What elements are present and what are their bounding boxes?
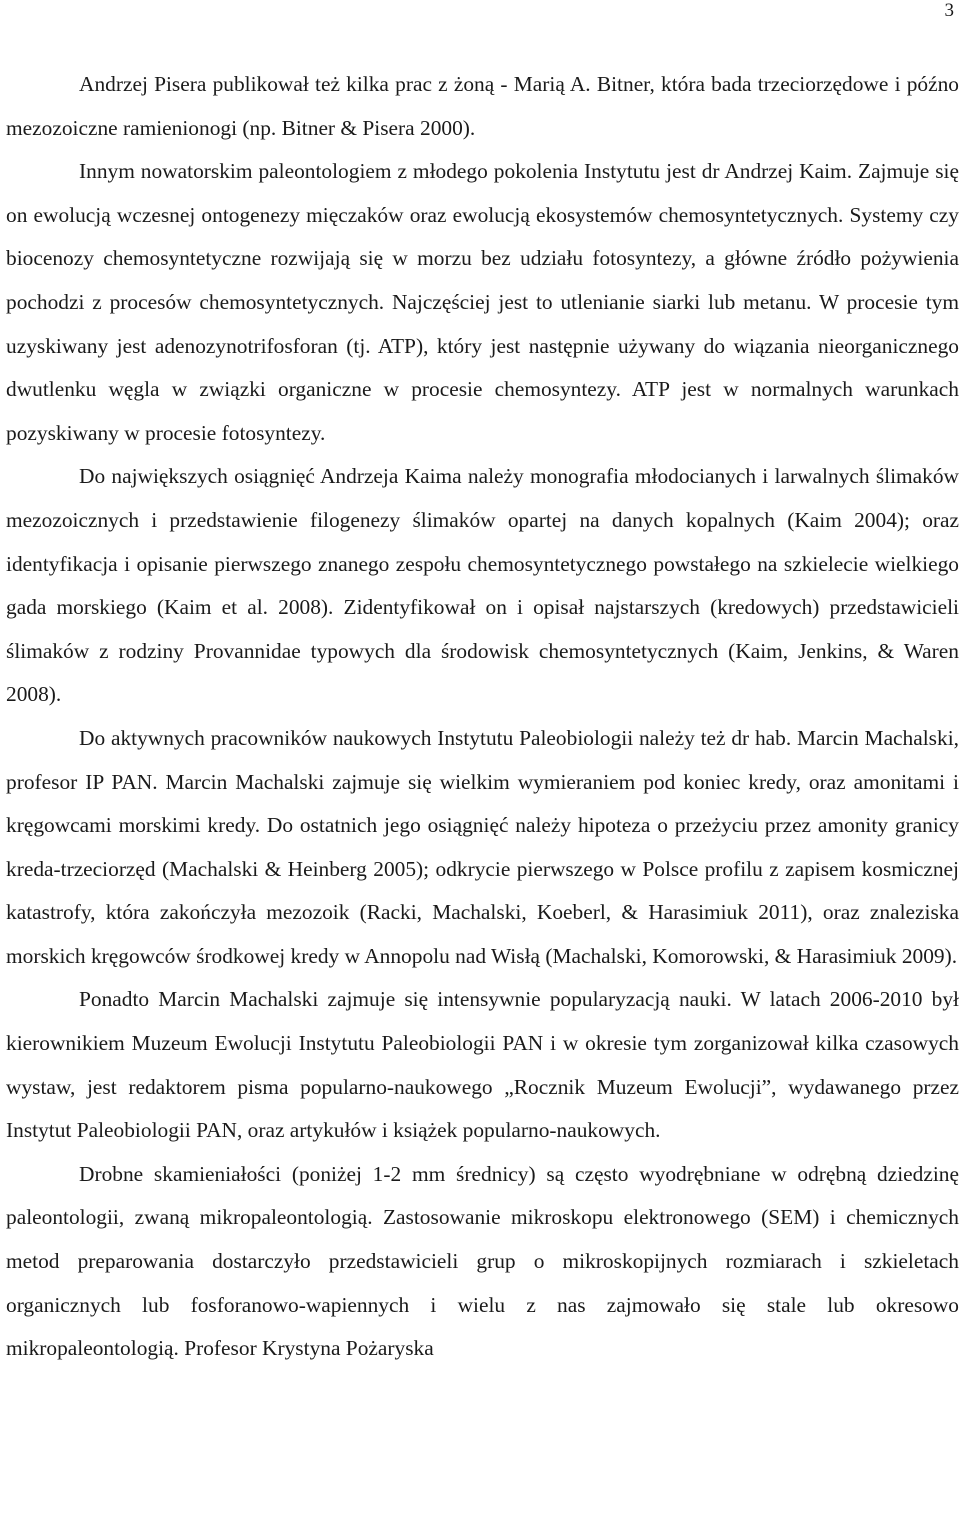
paragraph-machalski: Do aktywnych pracowników naukowych Instytutu Paleobiologii należy też dr hab. Marcin Machalski, profesor IP PAN. Marcin Machalski zajmuje się wielkim wymieraniem pod koniec kredy, oraz amonitami i kręgowcami morskimi kredy. Do ostatnich jego osiągnięć należy hipoteza o przeżyciu przez amonity granicy kreda-trzeciorzęd (Machalski & Heinberg 2005); odkrycie pierwszego w Polsce profilu z zapisem kosmicznej katastrofy, która zakończyła mezozoik (Racki, Machalski, Koeberl, & Harasimiuk 2011), oraz znaleziska morskich kręgowców środkowej kredy w Annopolu nad Wisłą (Machalski, Komorowski, & Harasimiuk 2009). (6, 725, 959, 968)
paragraph-kaim-achievements: Do największych osiągnięć Andrzeja Kaima należy monografia młodocianych i larwalnych ślimaków mezozoicznych i przedstawienie filogenezy ślimaków opartej na danych kopalnych (Kaim 2004); oraz identyfikacja i opisanie pierwszego znanego zespołu chemosyntetycznego powstałego na szkielecie wielkiego gada morskiego (Kaim et al. 2008). Zidentyfikował on i opisał najstarszych (kredowych) przedstawicieli ślimaków z rodziny Provannidae typowych dla środowisk chemosyntetycznych (Kaim, Jenkins, & Waren 2008). (6, 464, 959, 707)
paragraph-kaim-chemosynthesis: Innym nowatorskim paleontologiem z młodego pokolenia Instytutu jest dr Andrzej Kaim. Zajmuje się on ewolucją wczesnej ontogenezy mięczaków oraz ewolucją ekosystemów chemosyntetycznych. Systemy czy biocenozy chemosyntetyczne rozwijają się w morzu bez udziału fotosyntezy, a główne źródło pożywienia pochodzi z procesów chemosyntetycznych. Najczęściej jest to utlenianie siarki lub metanu. W procesie tym uzyskiwany jest adenozynotrifosforan (tj. ATP), który jest następnie używany do wiązania nieorganicznego dwutlenku węgla w związki organiczne w procesie chemosyntezy. ATP jest w normalnych warunkach pozyskiwany w procesie fotosyntezy. (6, 159, 959, 445)
paragraph-micropaleontology: Drobne skamieniałości (poniżej 1-2 mm średnicy) są często wyodrębniane w odrębną dziedzinę paleontologii, zwaną mikropaleontologią. Zastosowanie mikroskopu elektronowego (SEM) i chemicznych metod preparowania dostarczyło przedstawicieli grup o mikroskopijnych rozmiarach i szkieletach organicznych lub fosforanowo-wapiennych i wielu z nas zajmowało się stale lub okresowo mikropaleontologią. Profesor Krystyna Pożaryska (6, 1161, 959, 1361)
paragraph-pisera-bitner: Andrzej Pisera publikował też kilka prac z żoną - Marią A. Bitner, która bada trzeciorzędowe i późno mezozoiczne ramienionogi (np. Bitner & Pisera 2000). (6, 72, 959, 140)
body-text (6, 63, 959, 1371)
page-number: 3 (944, 0, 954, 21)
paragraph-machalski-popularization: Ponadto Marcin Machalski zajmuje się intensywnie popularyzacją nauki. W latach 2006-2010 był kierownikiem Muzeum Ewolucji Instytutu Paleobiologii PAN i w okresie tym zorganizował kilka czasowych wystaw, jest redaktorem pisma popularno-naukowego „Rocznik Muzeum Ewolucji”, wydawanego przez Instytut Paleobiologii PAN, oraz artykułów i książek popularno-naukowych. (6, 987, 959, 1143)
